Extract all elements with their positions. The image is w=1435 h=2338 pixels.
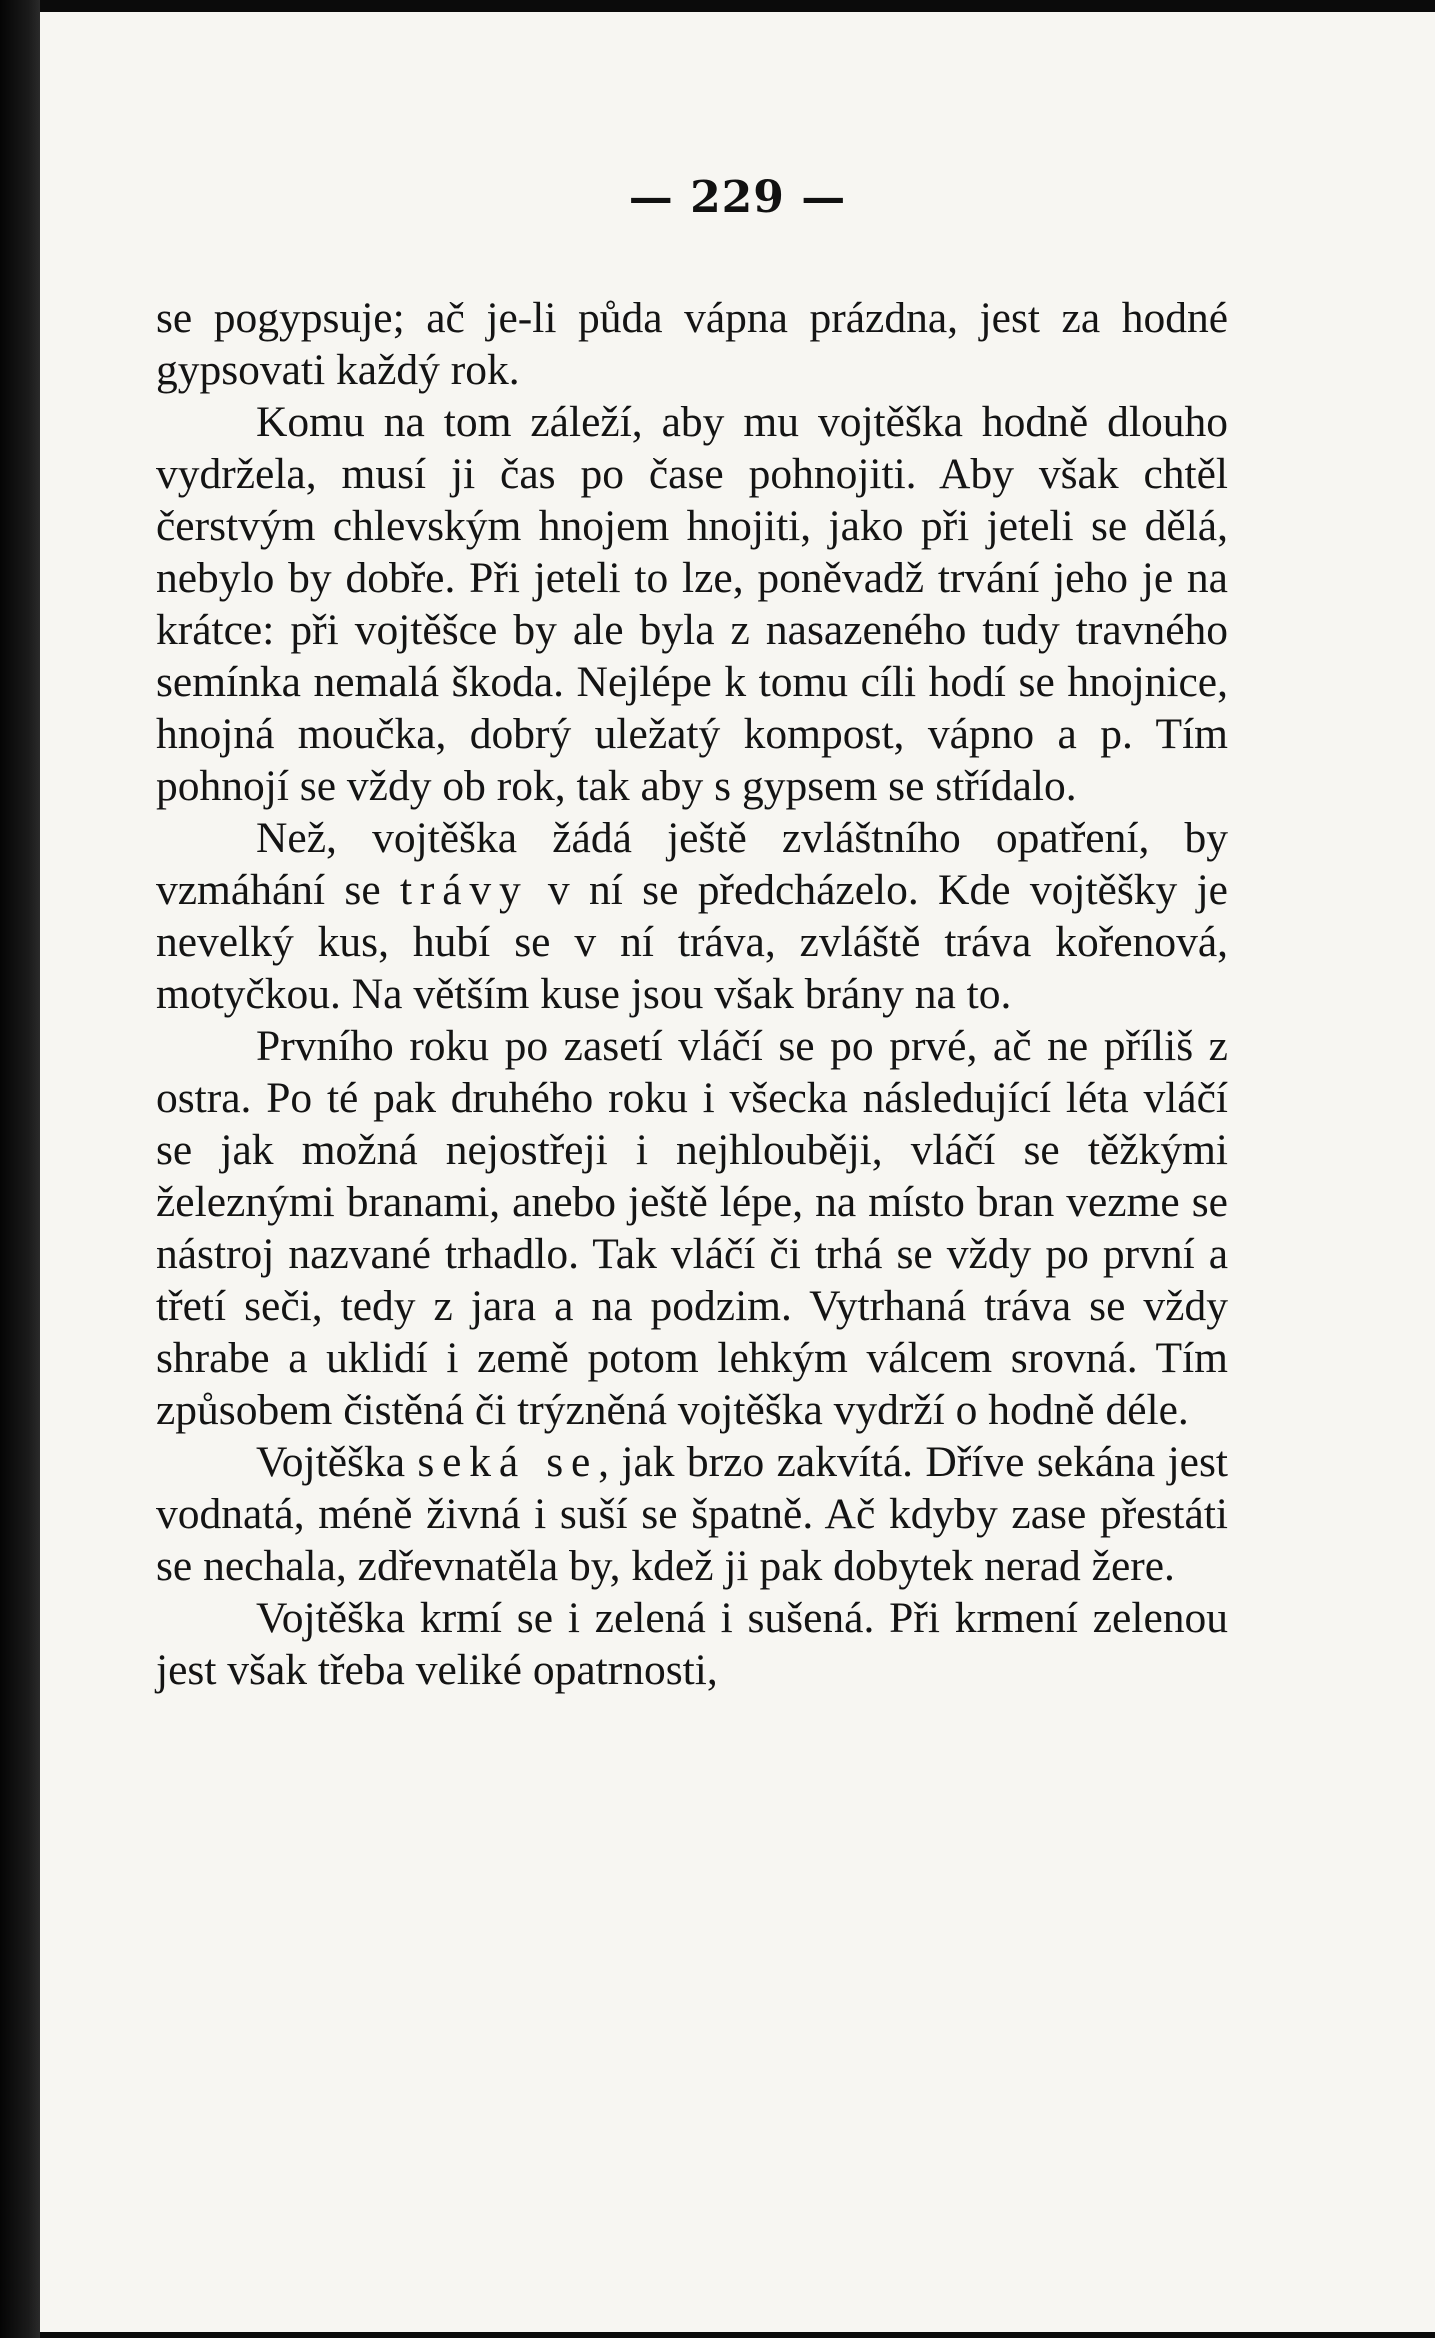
- paragraph-5-part-2: , jak brzo zakvítá. Dříve sekána jest vodnatá, méně živná i suší se špatně. Ač kdyby zase přestáti se nechala, zdřevnatěla by, kdež ji pak dobytek nerad žere.: [156, 1438, 1228, 1590]
- emphasized-words-seka-se: seká se: [417, 1438, 599, 1486]
- book-page: [40, 12, 1435, 2332]
- page-edge-shadow: [0, 0, 40, 2338]
- page-number: — 229 —: [628, 172, 847, 223]
- paragraph-3-part-2: v ní se předcházelo. Kde vojtěšky je nevelký kus, hubí se v ní tráva, zvláště tráva kořenová, motyčkou. Na větším kuse jsou však brány na to.: [156, 866, 1228, 1018]
- paragraph-5: [156, 1436, 1228, 1592]
- paragraph-2: Komu na tom záleží, aby mu vojtěška hodně dlouho vydržela, musí ji čas po čase pohnojiti. Aby však chtěl čerstvým chlevským hnojem hnojiti, jako při jeteli se dělá, nebylo by dobře. Při jeteli to lze, poněvadž trvání jeho je na krátce: při vojtěšce by ale byla z nasazeného tudy travného semínka nemalá škoda. Nejlépe k tomu cíli hodí se hnojnice, hnojná moučka, dobrý uležatý kompost, vápno a p. Tím pohnojí se vždy ob rok, tak aby s gypsem se střídalo.: [156, 398, 1228, 810]
- paragraph-3-part-1: Než, vojtěška žádá ještě zvláštního opatření, by vzmáhání se: [156, 814, 1228, 914]
- body-text: [156, 292, 1228, 1696]
- paragraph-5-part-1: Vojtěška: [256, 1438, 418, 1486]
- emphasized-word-travy: trávy: [400, 866, 529, 914]
- paragraph-4: Prvního roku po zasetí vláčí se po prvé, ač ne příliš z ostra. Po té pak druhého roku i všecka následující léta vláčí se jak možná nejostřeji i nejhlouběji, vláčí se těžkými železnými branami, anebo ještě lépe, na místo bran vezme se nástroj nazvané trhadlo. Tak vláčí či trhá se vždy po první a třetí seči, tedy z jara a na podzim. Vytrhaná tráva se vždy shrabe a uklidí i země potom lehkým válcem srovná. Tím způsobem čistěná či trýzněná vojtěška vydrží o hodně déle.: [156, 1022, 1228, 1434]
- paragraph-3: [156, 812, 1228, 1020]
- paragraph-1: se pogypsuje; ač je-li půda vápna prázdna, jest za hodné gypsovati každý rok.: [156, 294, 1228, 394]
- paragraph-6: Vojtěška krmí se i zelená i sušená. Při krmení zelenou jest však třeba veliké opatrnosti,: [156, 1594, 1228, 1694]
